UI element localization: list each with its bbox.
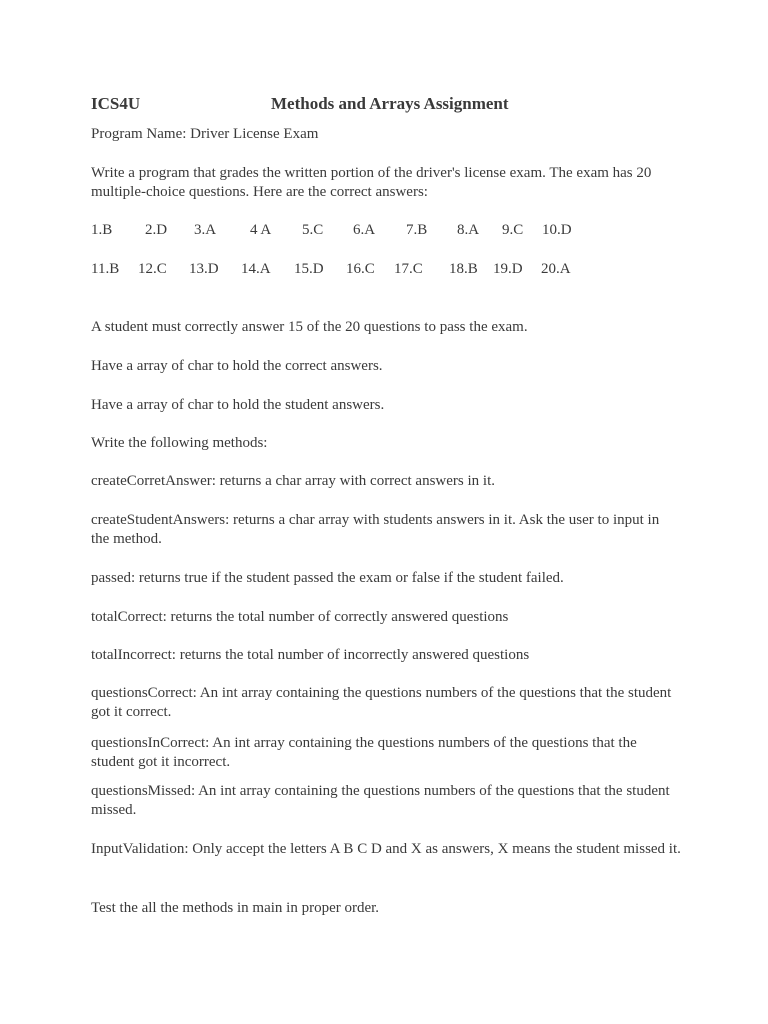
document-heading	[91, 94, 691, 116]
answer-item: 15.D	[294, 261, 324, 277]
answer-item: 4 A	[250, 222, 272, 238]
correct-answers-array-note: Have a array of char to hold the correct answers.	[91, 358, 383, 374]
answer-item: 2.D	[145, 222, 168, 238]
answer-item: 1.B	[91, 222, 113, 238]
answer-item: 7.B	[406, 222, 428, 238]
student-answers-array-note: Have a array of char to hold the student answers.	[91, 397, 385, 413]
answers-row-1	[91, 222, 681, 242]
method-create-student-answers: createStudentAnswers: returns a char array with students answers in it. Ask the user to input in the method.	[91, 512, 660, 547]
answer-item: 16.C	[346, 261, 375, 277]
method-create-correct-answer: createCorretAnswer: returns a char array with correct answers in it.	[91, 473, 495, 489]
answer-item: 19.D	[493, 261, 523, 277]
method-passed: passed: returns true if the student passed the exam or false if the student failed.	[91, 570, 564, 586]
answer-item: 18.B	[449, 261, 478, 277]
answer-item: 9.C	[502, 222, 524, 238]
answer-item: 6.A	[353, 222, 376, 238]
intro-paragraph: Write a program that grades the written portion of the driver's license exam. The exam has 20 multiple-choice questions. Here are the correct answers:	[91, 165, 652, 200]
answer-item: 3.A	[194, 222, 217, 238]
answer-item: 13.D	[189, 261, 219, 277]
course-code: ICS4U	[91, 94, 141, 113]
answer-item: 8.A	[457, 222, 480, 238]
method-questions-missed: questionsMissed: An int array containing the questions numbers of the questions that the student missed.	[91, 783, 670, 818]
answer-item: 11.B	[91, 261, 120, 277]
answer-item: 17.C	[394, 261, 423, 277]
method-input-validation: InputValidation: Only accept the letters A B C D and X as answers, X means the student missed it.	[91, 841, 681, 857]
methods-heading: Write the following methods:	[91, 435, 268, 451]
method-questions-incorrect: questionsInCorrect: An int array containing the questions numbers of the questions that the student got it incorrect.	[91, 735, 637, 770]
method-total-correct: totalCorrect: returns the total number of correctly answered questions	[91, 609, 509, 625]
method-questions-correct: questionsCorrect: An int array containing the questions numbers of the questions that the student got it correct.	[91, 685, 672, 720]
answer-item: 20.A	[541, 261, 571, 277]
program-name: Program Name: Driver License Exam	[91, 126, 319, 142]
test-instruction: Test the all the methods in main in proper order.	[91, 900, 380, 916]
answers-row-2	[91, 261, 681, 281]
answer-item: 10.D	[542, 222, 572, 238]
answer-item: 12.C	[138, 261, 167, 277]
answer-item: 5.C	[302, 222, 324, 238]
assignment-title: Methods and Arrays Assignment	[271, 94, 509, 113]
pass-requirement: A student must correctly answer 15 of the 20 questions to pass the exam.	[91, 319, 528, 335]
answer-item: 14.A	[241, 261, 271, 277]
method-total-incorrect: totalIncorrect: returns the total number of incorrectly answered questions	[91, 647, 530, 663]
